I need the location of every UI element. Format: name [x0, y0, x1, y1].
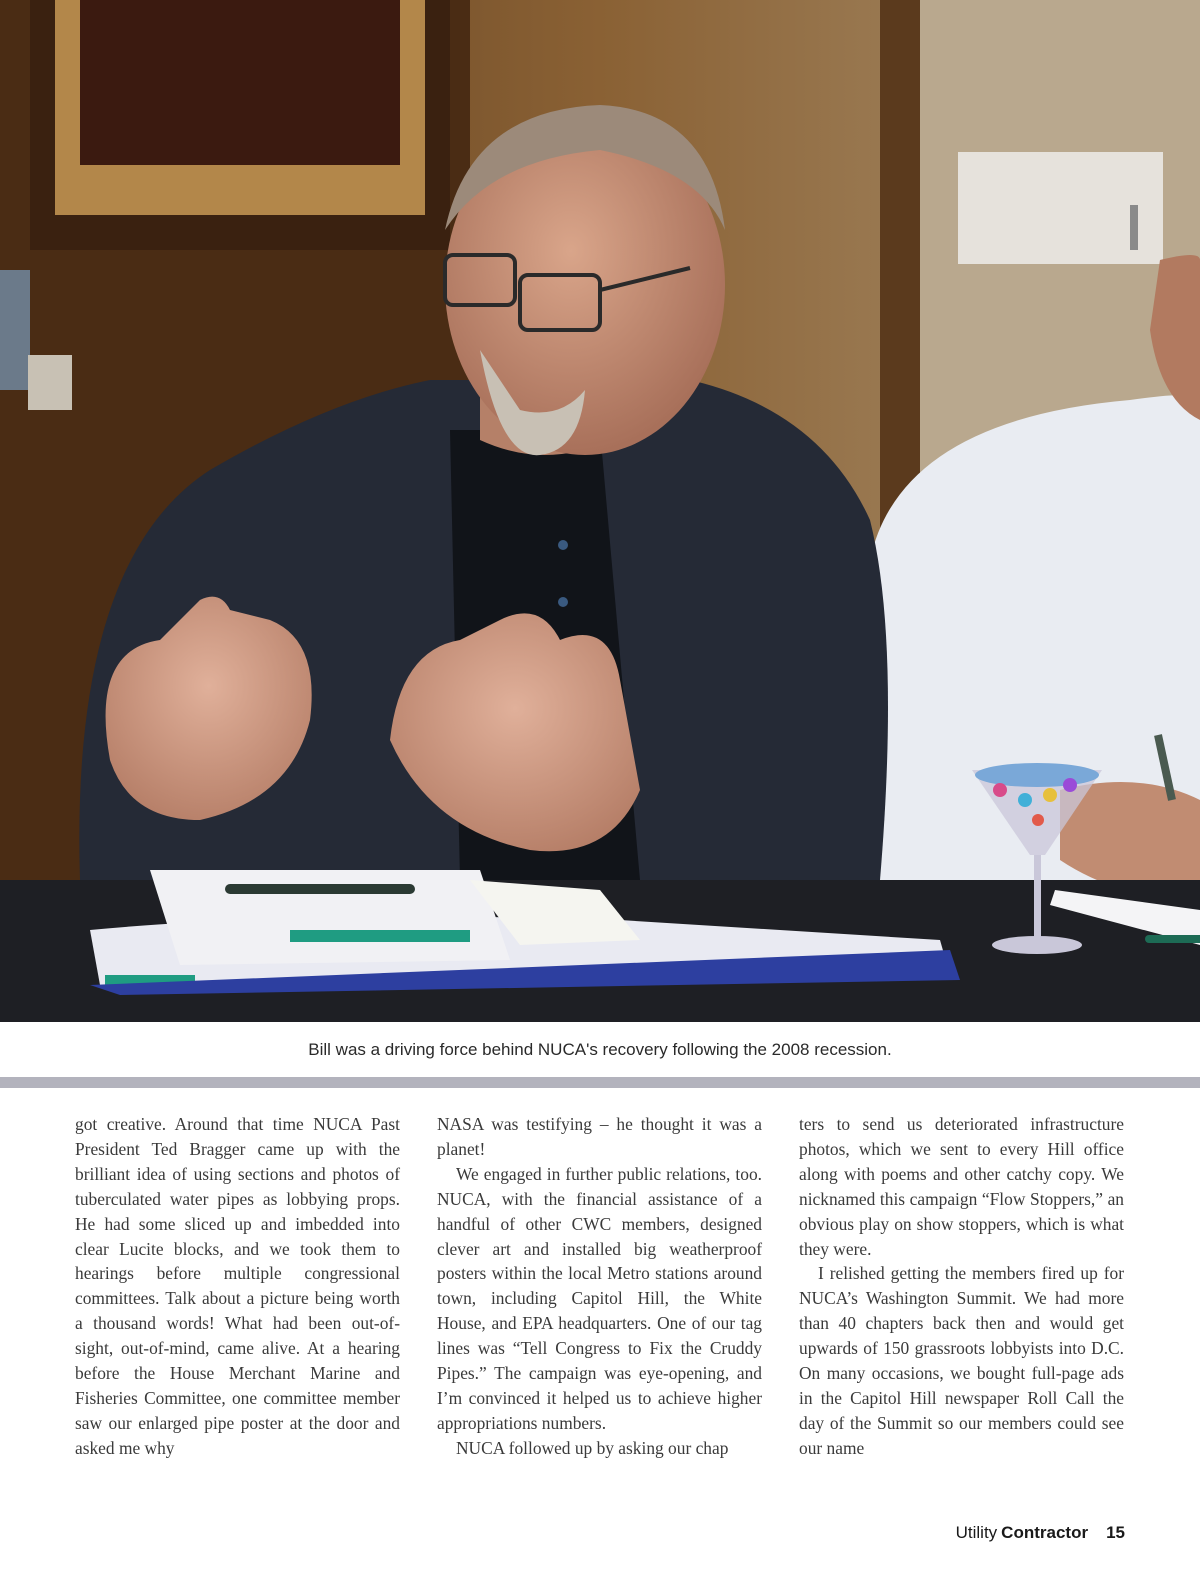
magazine-name-bold: Contractor	[1001, 1523, 1089, 1542]
text-column-2	[437, 1112, 762, 1461]
magazine-name-light: Utility	[955, 1523, 998, 1542]
section-divider	[0, 1077, 1200, 1088]
text-column-1	[75, 1112, 400, 1461]
page-footer	[956, 1523, 1125, 1543]
photo-caption: Bill was a driving force behind NUCA's recovery following the 2008 recession.	[308, 1040, 892, 1059]
paragraph: We engaged in further public relations, too. NUCA, with the financial assistance of a handful of other CWC members, designed clever art and installed big weatherproof posters within the local Metro stations around town, including Capitol Hill, the White House, and EPA headquarters. One of our tag lines was “Tell Congress to Fix the Cruddy Pipes.” The campaign was eye-opening, and I’m convinced it helped us to achieve higher appropriations numbers.	[437, 1163, 762, 1433]
paragraph: I relished getting the members fired up for NUCA’s Washington Summit. We had more than 40 chapters back then and would get upwards of 150 grassroots lobbyists into D.C. On many occasions, we bought full-page ads in the Capitol Hill newspaper Roll Call the day of the Summit so our members could see our name	[799, 1263, 1124, 1458]
paragraph: ters to send us deteriorated infrastructure photos, which we sent to every Hill office along with poems and other catchy copy. We nicknamed this campaign “Flow Stoppers,” an obvious play on show stoppers, which is what they were.	[799, 1114, 1124, 1259]
article-body	[75, 1112, 1125, 1461]
text-column-3	[799, 1112, 1124, 1461]
page-number: 15	[1106, 1523, 1125, 1542]
paragraph: NUCA followed up by asking our chap	[456, 1437, 729, 1458]
paragraph: NASA was testifying – he thought it was a planet!	[437, 1114, 762, 1159]
paragraph: got creative. Around that time NUCA Past President Ted Bragger came up with the brilliant idea of using sections and photos of tuberculated water pipes as lobbying props. He had some sliced up and imbedded into clear Lucite blocks, and we took them to hearings before multiple congressional committees. Talk about a picture being worth a thousand words! What had been out-of-sight, out-of-mind, came alive. At a hearing before the House Merchant Marine and Fisheries Committee, one committee member saw our enlarged pipe poster at the door and asked me why	[75, 1114, 400, 1458]
